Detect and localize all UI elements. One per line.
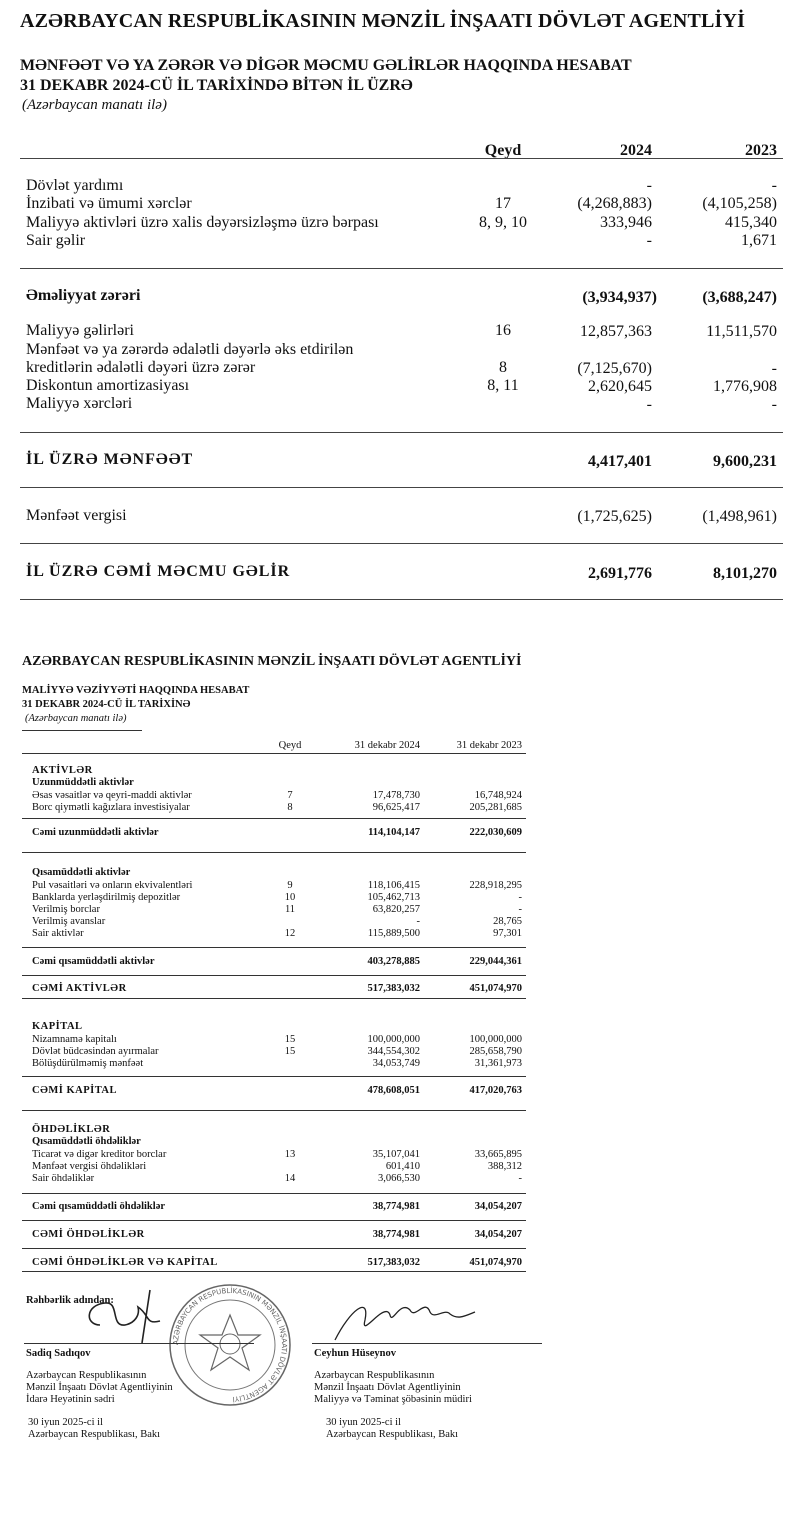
value-2023: 11,511,570 <box>706 323 777 340</box>
agency-title: AZƏRBAYCAN RESPUBLİKASININ MƏNZİL İNŞAATI DÖVLƏT AGENTLİYİ <box>20 10 746 32</box>
row-note: 10 <box>284 892 296 903</box>
row-label: CƏMİ ÖHDƏLİKLƏR VƏ KAPİTAL <box>32 1257 218 1268</box>
row-label: CƏMİ AKTİVLƏR <box>32 983 127 994</box>
value-2024: 517,383,032 <box>367 983 420 994</box>
row-label: Mənfəət vergisi öhdəlikləri <box>32 1161 147 1172</box>
header-rule <box>22 753 526 754</box>
value-2024: 35,107,041 <box>372 1149 420 1160</box>
column-header-2023: 31 dekabr 2023 <box>456 740 522 751</box>
row-label: Dövlət yardımı <box>26 177 124 194</box>
divider <box>22 818 526 819</box>
value-2023: 16,748,924 <box>474 790 522 801</box>
column-header-note: Qeyd <box>484 142 522 159</box>
value-2024: 105,462,713 <box>367 892 420 903</box>
header-rule <box>20 158 783 159</box>
column-header-2024: 31 dekabr 2024 <box>354 740 420 751</box>
row-label: Sair gəlir <box>26 232 86 249</box>
divider <box>22 1220 526 1221</box>
value-2024: 38,774,981 <box>372 1201 420 1212</box>
value-2023: 8,101,270 <box>713 565 777 582</box>
value-2024: 114,104,147 <box>368 827 420 838</box>
value-2023: - <box>518 1173 522 1184</box>
currency-note: (Azərbaycan manatı ilə) <box>25 713 127 724</box>
divider <box>20 543 783 544</box>
column-header-note: Qeyd <box>278 740 302 751</box>
row-note: 8 <box>287 802 293 813</box>
value-2023: 285,658,790 <box>469 1046 522 1057</box>
divider <box>22 852 526 853</box>
value-2023: 28,765 <box>493 916 522 927</box>
divider <box>22 1248 526 1249</box>
value-2023: 100,000,000 <box>469 1034 522 1045</box>
value-2023: 415,340 <box>725 214 777 231</box>
row-note: 17 <box>495 195 511 212</box>
signer-right-name: Ceyhun Hüseynov <box>314 1348 396 1359</box>
row-label: Mənfəət vergisi <box>26 507 127 524</box>
divider <box>20 268 783 269</box>
row-label: Uzunmüddətli aktivlər <box>32 777 134 788</box>
value-2024: 115,889,500 <box>367 928 420 939</box>
value-2023: 34,054,207 <box>474 1201 522 1212</box>
row-note: 11 <box>284 904 296 915</box>
row-label: Cəmi qısamüddətli aktivlər <box>32 956 155 967</box>
value-2023: - <box>771 396 777 413</box>
row-label: Verilmiş borclar <box>32 904 100 915</box>
row-label: İL ÜZRƏ MƏNFƏƏT <box>26 451 194 468</box>
signature-right <box>330 1290 480 1350</box>
row-label: Banklarda yerləşdirilmiş depozitlər <box>32 892 181 903</box>
value-2024: - <box>646 177 652 194</box>
row-note: 16 <box>495 322 511 339</box>
row-label: Diskontun amortizasiyası <box>26 377 190 394</box>
row-note: 13 <box>284 1149 296 1160</box>
value-2023: 97,301 <box>493 928 522 939</box>
value-2023: 9,600,231 <box>713 453 777 470</box>
signer-right-org1: Azərbaycan Respublikasının <box>314 1370 435 1381</box>
row-label: İnzibati və ümumi xərclər <box>26 195 192 212</box>
divider <box>22 947 526 948</box>
currency-note: (Azərbaycan manatı ilə) <box>22 97 167 113</box>
value-2024: 601,410 <box>385 1161 420 1172</box>
row-note: 14 <box>284 1173 296 1184</box>
value-2024: 12,857,363 <box>580 323 652 340</box>
value-2023: - <box>518 892 522 903</box>
value-2023: 228,918,295 <box>469 880 522 891</box>
row-note: 7 <box>287 790 293 801</box>
row-label: Cəmi uzunmüddətli aktivlər <box>32 827 159 838</box>
row-note: 15 <box>284 1034 296 1045</box>
value-2023: 388,312 <box>487 1161 522 1172</box>
on-behalf-label: Rəhbərlik adından: <box>26 1295 114 1306</box>
value-2023: (4,105,258) <box>702 195 777 212</box>
row-label: Maliyyə aktivləri üzrə xalis dəyərsizləşmə üzrə bərpası <box>26 214 379 231</box>
divider <box>22 1193 526 1194</box>
divider <box>22 975 526 976</box>
value-2023: - <box>518 904 522 915</box>
value-2024: 478,608,051 <box>367 1085 420 1096</box>
row-label: Nizamnamə kapitalı <box>32 1034 117 1045</box>
row-note: 15 <box>284 1046 296 1057</box>
row-label: Maliyyə xərcləri <box>26 395 133 412</box>
value-2023: 1,776,908 <box>713 378 777 395</box>
signer-left-date: 30 iyun 2025-ci il <box>28 1417 103 1428</box>
row-label: Sair aktivlər <box>32 928 84 939</box>
value-2023: 451,074,970 <box>469 1257 522 1268</box>
row-note: 12 <box>284 928 296 939</box>
value-2024: 100,000,000 <box>367 1034 420 1045</box>
value-2023: 229,044,361 <box>469 956 522 967</box>
row-label: Bölüşdürülməmiş mənfəət <box>32 1058 144 1069</box>
signer-left-role: İdarə Heyətinin sədri <box>26 1394 115 1405</box>
divider <box>20 599 783 600</box>
row-label: CƏMİ KAPİTAL <box>32 1085 118 1096</box>
value-2023: 33,665,895 <box>474 1149 522 1160</box>
value-2024: 333,946 <box>600 214 652 231</box>
value-2023: 222,030,609 <box>469 827 522 838</box>
value-2024: 118,106,415 <box>367 880 420 891</box>
value-2024: 4,417,401 <box>588 453 652 470</box>
value-2023: 417,020,763 <box>469 1085 522 1096</box>
row-label: Verilmiş avanslar <box>32 916 106 927</box>
divider <box>22 998 526 999</box>
value-2023: 205,281,685 <box>469 802 522 813</box>
row-label: Cəmi qısamüddətli öhdəliklər <box>32 1201 166 1212</box>
value-2023: 34,054,207 <box>474 1229 522 1240</box>
value-2024: 403,278,885 <box>367 956 420 967</box>
value-2024: 96,625,417 <box>372 802 420 813</box>
value-2024: (1,725,625) <box>577 508 652 525</box>
value-2023: - <box>771 177 777 194</box>
income-statement <box>0 0 796 620</box>
value-2023: (3,688,247) <box>702 289 777 306</box>
value-2024: 34,053,749 <box>372 1058 420 1069</box>
statement-title: MALİYYƏ VƏZİYYƏTİ HAQQINDA HESABAT <box>22 685 250 696</box>
row-note: 8 <box>499 359 507 376</box>
agency-title: AZƏRBAYCAN RESPUBLİKASININ MƏNZİL İNŞAATI DÖVLƏT AGENTLİYİ <box>22 654 522 669</box>
statement-period: 31 DEKABR 2024-CÜ İL TARİXİNDƏ BİTƏN İL ÜZRƏ <box>20 77 413 94</box>
row-note: 8, 9, 10 <box>479 214 527 231</box>
balance-sheet <box>0 640 796 1524</box>
signature-line-right <box>312 1343 542 1344</box>
value-2024: - <box>646 232 652 249</box>
row-label: Mənfəət və ya zərərdə ədalətli dəyərlə əks etdirilən <box>26 341 354 358</box>
signer-right-date: 30 iyun 2025-ci il <box>326 1417 401 1428</box>
value-2024: (7,125,670) <box>577 360 652 377</box>
value-2024: - <box>416 916 420 927</box>
column-header-2024: 2024 <box>620 142 652 159</box>
value-2024: 63,820,257 <box>372 904 420 915</box>
column-header-2023: 2023 <box>745 142 777 159</box>
value-2024: 517,383,032 <box>367 1257 420 1268</box>
row-note: 8, 11 <box>487 377 519 394</box>
official-seal <box>165 1280 295 1410</box>
value-2023: 31,361,973 <box>474 1058 522 1069</box>
statement-title: MƏNFƏƏT VƏ YA ZƏRƏR VƏ DİGƏR MƏCMU GƏLİRLƏR HAQQINDA HESABAT <box>20 57 632 74</box>
value-2024: 17,478,730 <box>372 790 420 801</box>
row-label: Maliyyə gəlirləri <box>26 322 134 339</box>
value-2024: 3,066,530 <box>378 1173 420 1184</box>
row-label: Ticarət və digər kreditor borclar <box>32 1149 167 1160</box>
value-2024: - <box>646 396 652 413</box>
divider <box>20 487 783 488</box>
row-label: AKTİVLƏR <box>32 765 93 776</box>
value-2024: 2,620,645 <box>588 378 652 395</box>
row-label: Qısamüddətli aktivlər <box>32 867 131 878</box>
value-2024: (3,934,937) <box>582 289 657 306</box>
row-label: KAPİTAL <box>32 1021 83 1032</box>
value-2023: 1,671 <box>741 232 777 249</box>
signer-right-org2: Mənzil İnşaatı Dövlət Agentliyinin <box>314 1382 461 1393</box>
row-label: ÖHDƏLİKLƏR <box>32 1124 111 1135</box>
currency-underline <box>22 730 142 731</box>
signer-left-place: Azərbaycan Respublikası, Bakı <box>28 1429 161 1440</box>
divider <box>22 1271 526 1272</box>
value-2023: 451,074,970 <box>469 983 522 994</box>
row-label: Pul vəsaitləri və onların ekvivalentləri <box>32 880 193 891</box>
seal-text: AZƏRBAYCAN RESPUBLİKASININ MƏNZİL İNŞAATI DÖVLƏT AGENTLİYİ <box>171 1286 289 1403</box>
row-label: Dövlət büdcəsindən ayırmalar <box>32 1046 159 1057</box>
signature-line-left <box>24 1343 254 1344</box>
row-label: Əsas vəsaitlər və qeyri-maddi aktivlər <box>32 790 192 801</box>
signer-right-role: Maliyyə və Təminat şöbəsinin müdiri <box>314 1394 472 1405</box>
row-label: Əməliyyat zərəri <box>26 287 141 304</box>
divider <box>22 1110 526 1111</box>
row-label: CƏMİ ÖHDƏLİKLƏR <box>32 1229 145 1240</box>
value-2024: (4,268,883) <box>577 195 652 212</box>
row-label: kreditlərin ədalətli dəyəri üzrə zərər <box>26 359 256 376</box>
row-label: Borc qiymətli kağızlara investisiyalar <box>32 802 190 813</box>
signer-left-org1: Azərbaycan Respublikasının <box>26 1370 147 1381</box>
value-2023: (1,498,961) <box>702 508 777 525</box>
value-2024: 38,774,981 <box>372 1229 420 1240</box>
row-note: 9 <box>287 880 293 891</box>
signer-left-org2: Mənzil İnşaatı Dövlət Agentliyinin <box>26 1382 173 1393</box>
value-2024: 2,691,776 <box>588 565 652 582</box>
row-label: Qısamüddətli öhdəliklər <box>32 1136 141 1147</box>
divider <box>22 1076 526 1077</box>
signer-right-place: Azərbaycan Respublikası, Bakı <box>326 1429 459 1440</box>
divider <box>20 432 783 433</box>
signer-left-name: Sadiq Sadıqov <box>26 1348 91 1359</box>
row-label: İL ÜZRƏ CƏMİ MƏCMU GƏLİR <box>26 563 291 580</box>
value-2023: - <box>771 360 777 377</box>
row-label: Sair öhdəliklər <box>32 1173 95 1184</box>
statement-period: 31 DEKABR 2024-CÜ İL TARİXİNƏ <box>22 699 191 710</box>
value-2024: 344,554,302 <box>367 1046 420 1057</box>
